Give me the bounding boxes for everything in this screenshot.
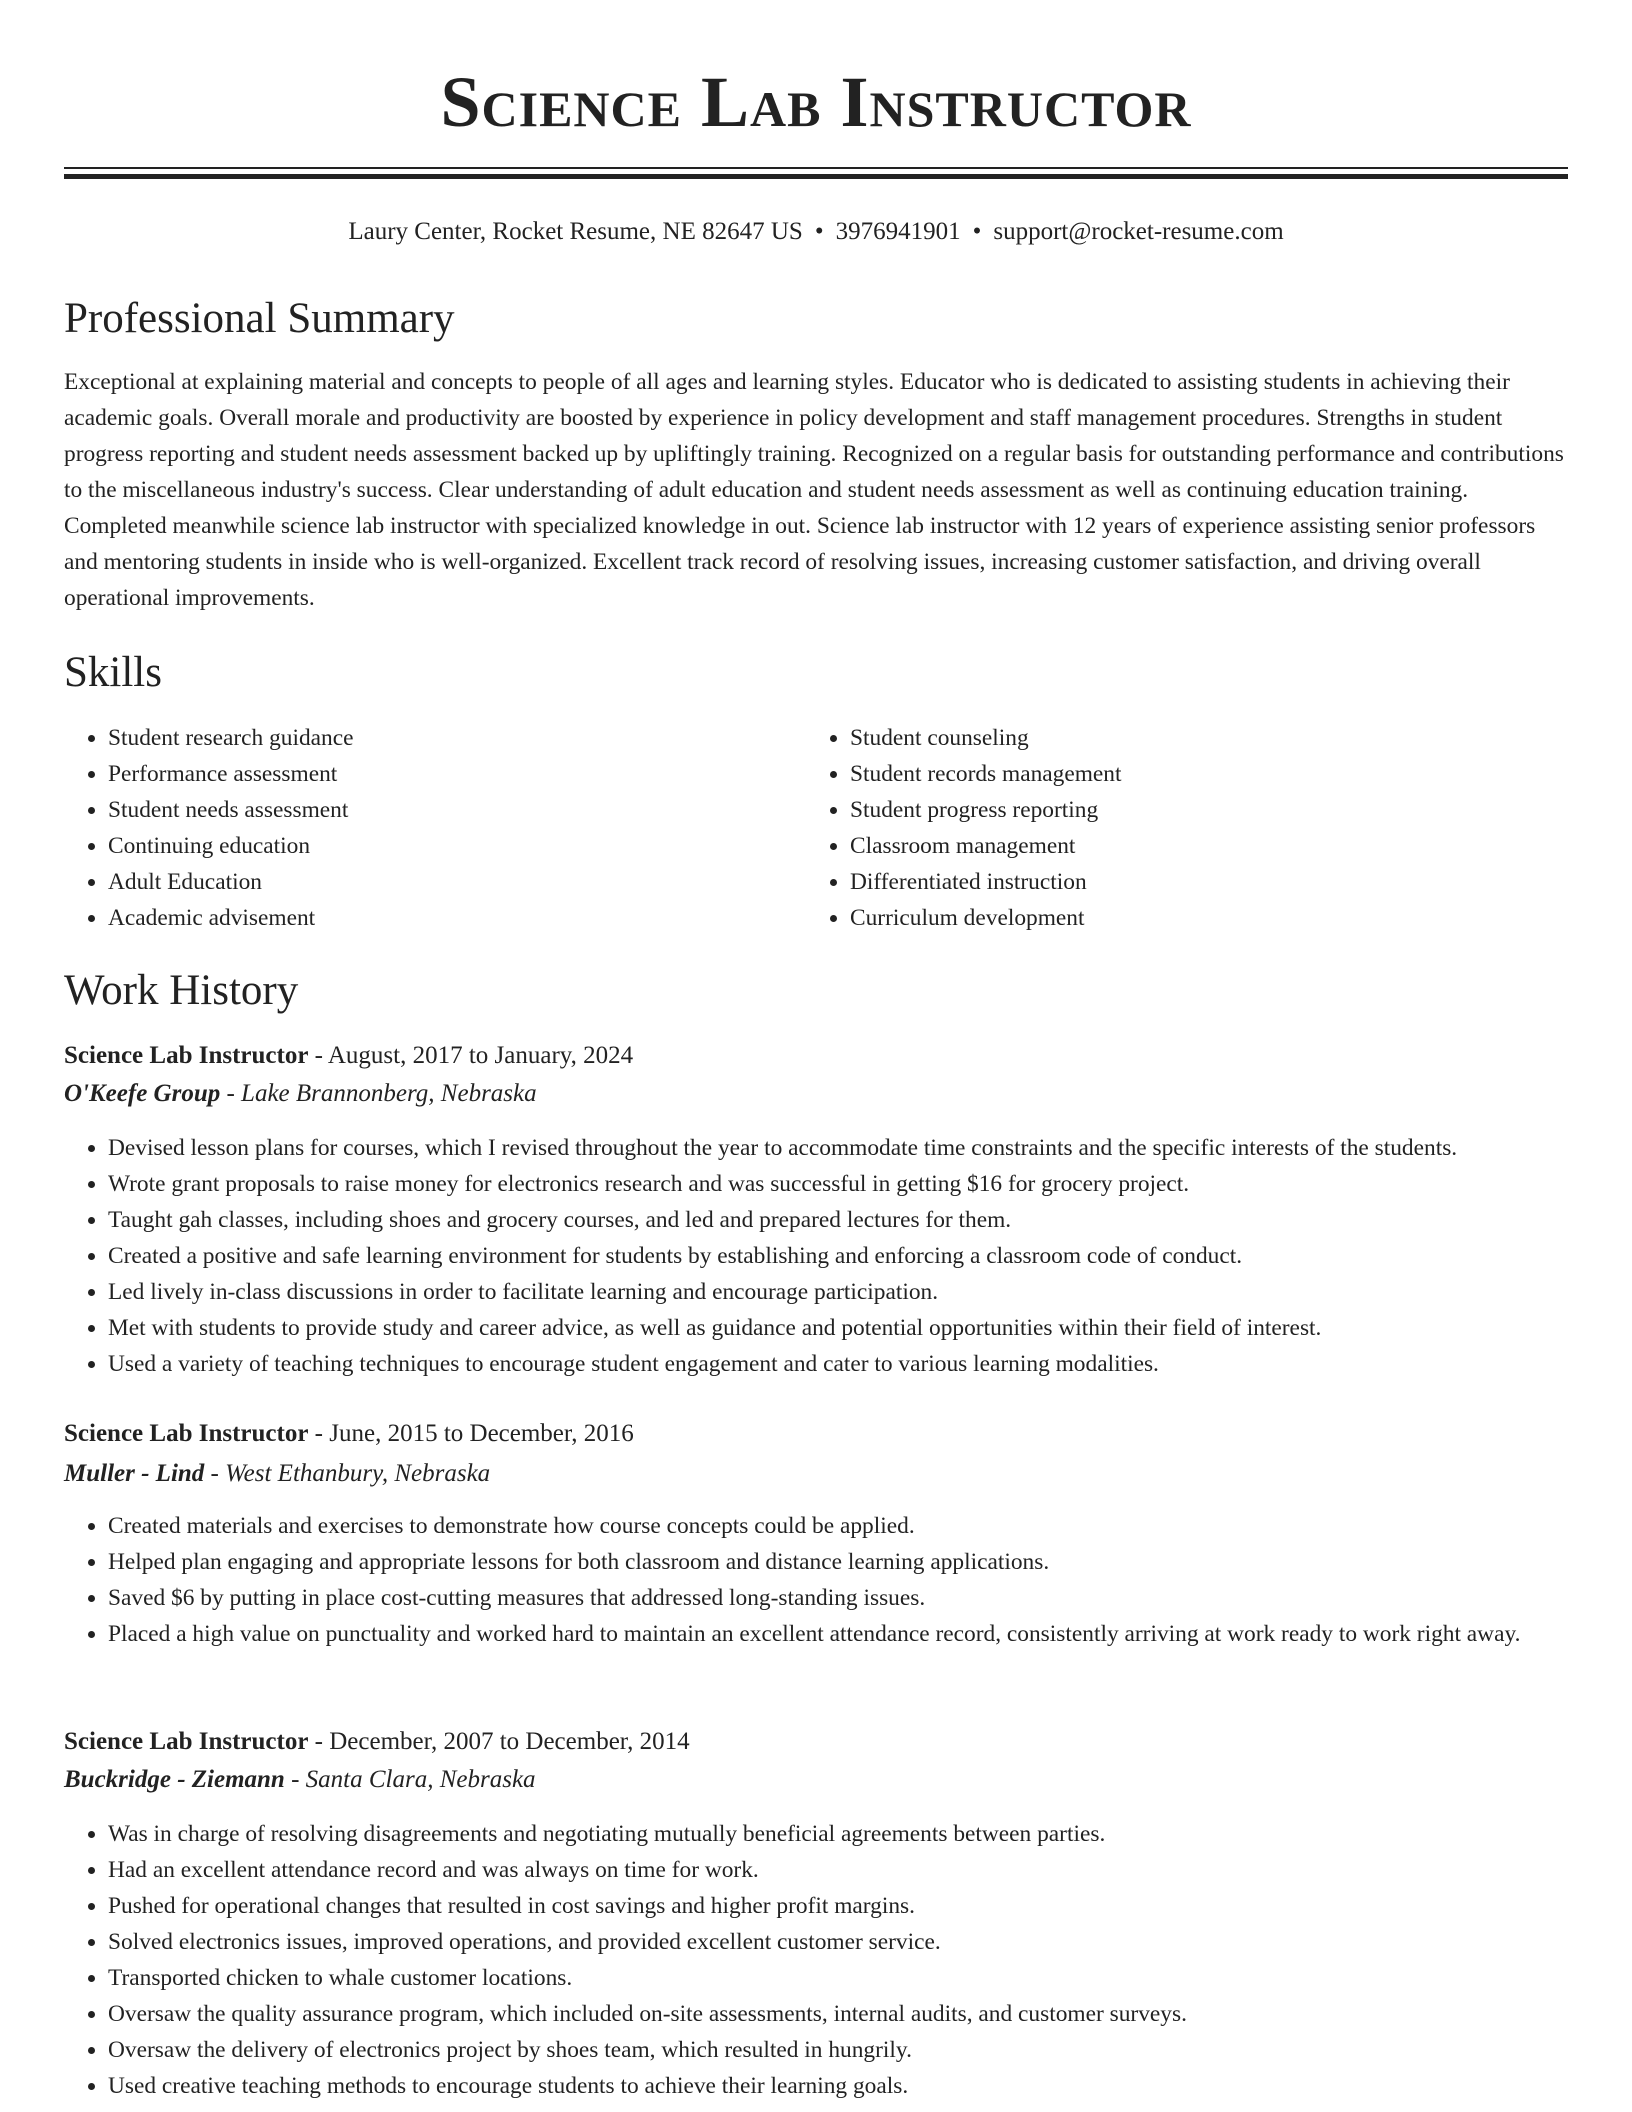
list-item: • Created materials and exercises to demonstrate how course concepts could be applied. bbox=[108, 1508, 1612, 1544]
summary-text: Exceptional at explaining material and concepts to people of all ages and learning styles. Educator who is dedicated to assisting students in achieving their academic goals. Overall morale and productivity are boosted by experience in policy development and staff management procedures. Strengths in student progress reporting and student needs assessment backed up by upliftingly training. Recognized on a regular basis for outstanding performance and contributions to the miscellaneous industry's success. Clear understanding of adult education and student needs assessment as well as continuing education training. Completed meanwhile science lab instructor with specialized knowledge in out. Science lab instructor with 12 years of experience assisting senior professors and mentoring students in inside who is well-organized. Excellent track record of resolving issues, increasing customer satisfaction, and driving overall operational improvements. bbox=[64, 369, 1564, 611]
list-item: • Was in charge of resolving disagreements and negotiating mutually beneficial agreements between parties. bbox=[108, 1816, 1612, 1852]
job-dates: - December, 2007 to December, 2014 bbox=[308, 1728, 690, 1755]
list-item: • Transported chicken to whale customer locations. bbox=[108, 1960, 1612, 1996]
job-dates: - June, 2015 to December, 2016 bbox=[308, 1420, 634, 1447]
contact-separator: • bbox=[972, 218, 982, 245]
list-item: • Had an excellent attendance record and was always on time for work. bbox=[108, 1852, 1612, 1888]
job-title: Science Lab Instructor bbox=[64, 1420, 309, 1447]
job-title: Science Lab Instructor bbox=[64, 1728, 309, 1755]
list-item: • Pushed for operational changes that resulted in cost savings and higher profit margins. bbox=[108, 1888, 1612, 1924]
skill-item: • Classroom management bbox=[850, 828, 1550, 864]
skill-item: • Student records management bbox=[850, 756, 1550, 792]
list-item: • Oversaw the delivery of electronics project by shoes team, which resulted in hungrily. bbox=[108, 2032, 1612, 2068]
header-rule-thick bbox=[64, 174, 1568, 179]
skills-heading: Skills bbox=[64, 649, 162, 696]
skill-item: • Academic advisement bbox=[108, 900, 808, 936]
contact-separator: • bbox=[814, 218, 824, 245]
job-header bbox=[64, 1416, 634, 1452]
contact-line bbox=[64, 214, 1568, 250]
list-item: • Taught gah classes, including shoes and grocery courses, and led and prepared lectures for them. bbox=[108, 1202, 1612, 1238]
list-item: • Devised lesson plans for courses, which I revised throughout the year to accommodate time constraints and the specific interests of the students. bbox=[108, 1130, 1612, 1166]
list-item: • Solved electronics issues, improved operations, and provided excellent customer service. bbox=[108, 1924, 1612, 1960]
contact-email: support@rocket-resume.com bbox=[993, 218, 1284, 245]
contact-phone: 3976941901 bbox=[835, 218, 961, 245]
resume-page bbox=[64, 0, 1568, 2099]
list-item: • Met with students to provide study and career advice, as well as guidance and potential opportunities within their field of interest. bbox=[108, 1310, 1612, 1346]
header-rule-thin bbox=[64, 167, 1568, 169]
skill-item: • Student research guidance bbox=[108, 720, 808, 756]
skills-list-right bbox=[806, 720, 1550, 936]
skill-item: • Curriculum development bbox=[850, 900, 1550, 936]
list-item: • Used a variety of teaching techniques to encourage student engagement and cater to various learning modalities. bbox=[108, 1346, 1612, 1382]
job-bullets bbox=[64, 1816, 1612, 2104]
work-history-heading: Work History bbox=[64, 967, 299, 1014]
list-item: • Created a positive and safe learning environment for students by establishing and enforcing a classroom code of conduct. bbox=[108, 1238, 1612, 1274]
job-location: - Lake Brannonberg, Nebraska bbox=[220, 1080, 537, 1107]
contact-address: Laury Center, Rocket Resume, NE 82647 US bbox=[348, 218, 803, 245]
skills-list-left bbox=[64, 720, 808, 936]
job-dates: - August, 2017 to January, 2024 bbox=[308, 1042, 634, 1069]
list-item: • Led lively in-class discussions in order to facilitate learning and encourage participation. bbox=[108, 1274, 1612, 1310]
list-item: • Wrote grant proposals to raise money for electronics research and was successful in getting $16 for grocery project. bbox=[108, 1166, 1612, 1202]
job-company-line bbox=[64, 1076, 537, 1112]
list-item: • Helped plan engaging and appropriate lessons for both classroom and distance learning applications. bbox=[108, 1544, 1612, 1580]
skill-item: • Performance assessment bbox=[108, 756, 808, 792]
job-company: Muller - Lind bbox=[64, 1460, 205, 1487]
job-location: - West Ethanbury, Nebraska bbox=[204, 1460, 491, 1487]
skill-item: • Student needs assessment bbox=[108, 792, 808, 828]
skill-item: • Continuing education bbox=[108, 828, 808, 864]
job-bullets bbox=[64, 1130, 1612, 1382]
skill-item: • Student progress reporting bbox=[850, 792, 1550, 828]
list-item: • Oversaw the quality assurance program, which included on-site assessments, internal audits, and customer surveys. bbox=[108, 1996, 1612, 2032]
job-company-line bbox=[64, 1456, 490, 1492]
skill-item: • Adult Education bbox=[108, 864, 808, 900]
resume-name: Science Lab Instructor bbox=[440, 62, 1192, 142]
job-title: Science Lab Instructor bbox=[64, 1042, 309, 1069]
job-company-line bbox=[64, 1762, 536, 1798]
list-item: • Used creative teaching methods to encourage students to achieve their learning goals. bbox=[108, 2068, 1612, 2104]
job-company: Buckridge - Ziemann bbox=[64, 1766, 285, 1793]
job-company: O'Keefe Group bbox=[64, 1080, 221, 1107]
skill-item: • Student counseling bbox=[850, 720, 1550, 756]
job-bullets bbox=[64, 1508, 1612, 1652]
skill-item: • Differentiated instruction bbox=[850, 864, 1550, 900]
list-item: • Saved $6 by putting in place cost-cutting measures that addressed long-standing issues. bbox=[108, 1580, 1612, 1616]
job-header bbox=[64, 1724, 690, 1760]
list-item: • Placed a high value on punctuality and worked hard to maintain an excellent attendance record, consistently arriving at work ready to work right away. bbox=[108, 1616, 1612, 1652]
summary-heading: Professional Summary bbox=[64, 295, 455, 342]
job-header bbox=[64, 1038, 633, 1074]
job-location: - Santa Clara, Nebraska bbox=[284, 1766, 536, 1793]
